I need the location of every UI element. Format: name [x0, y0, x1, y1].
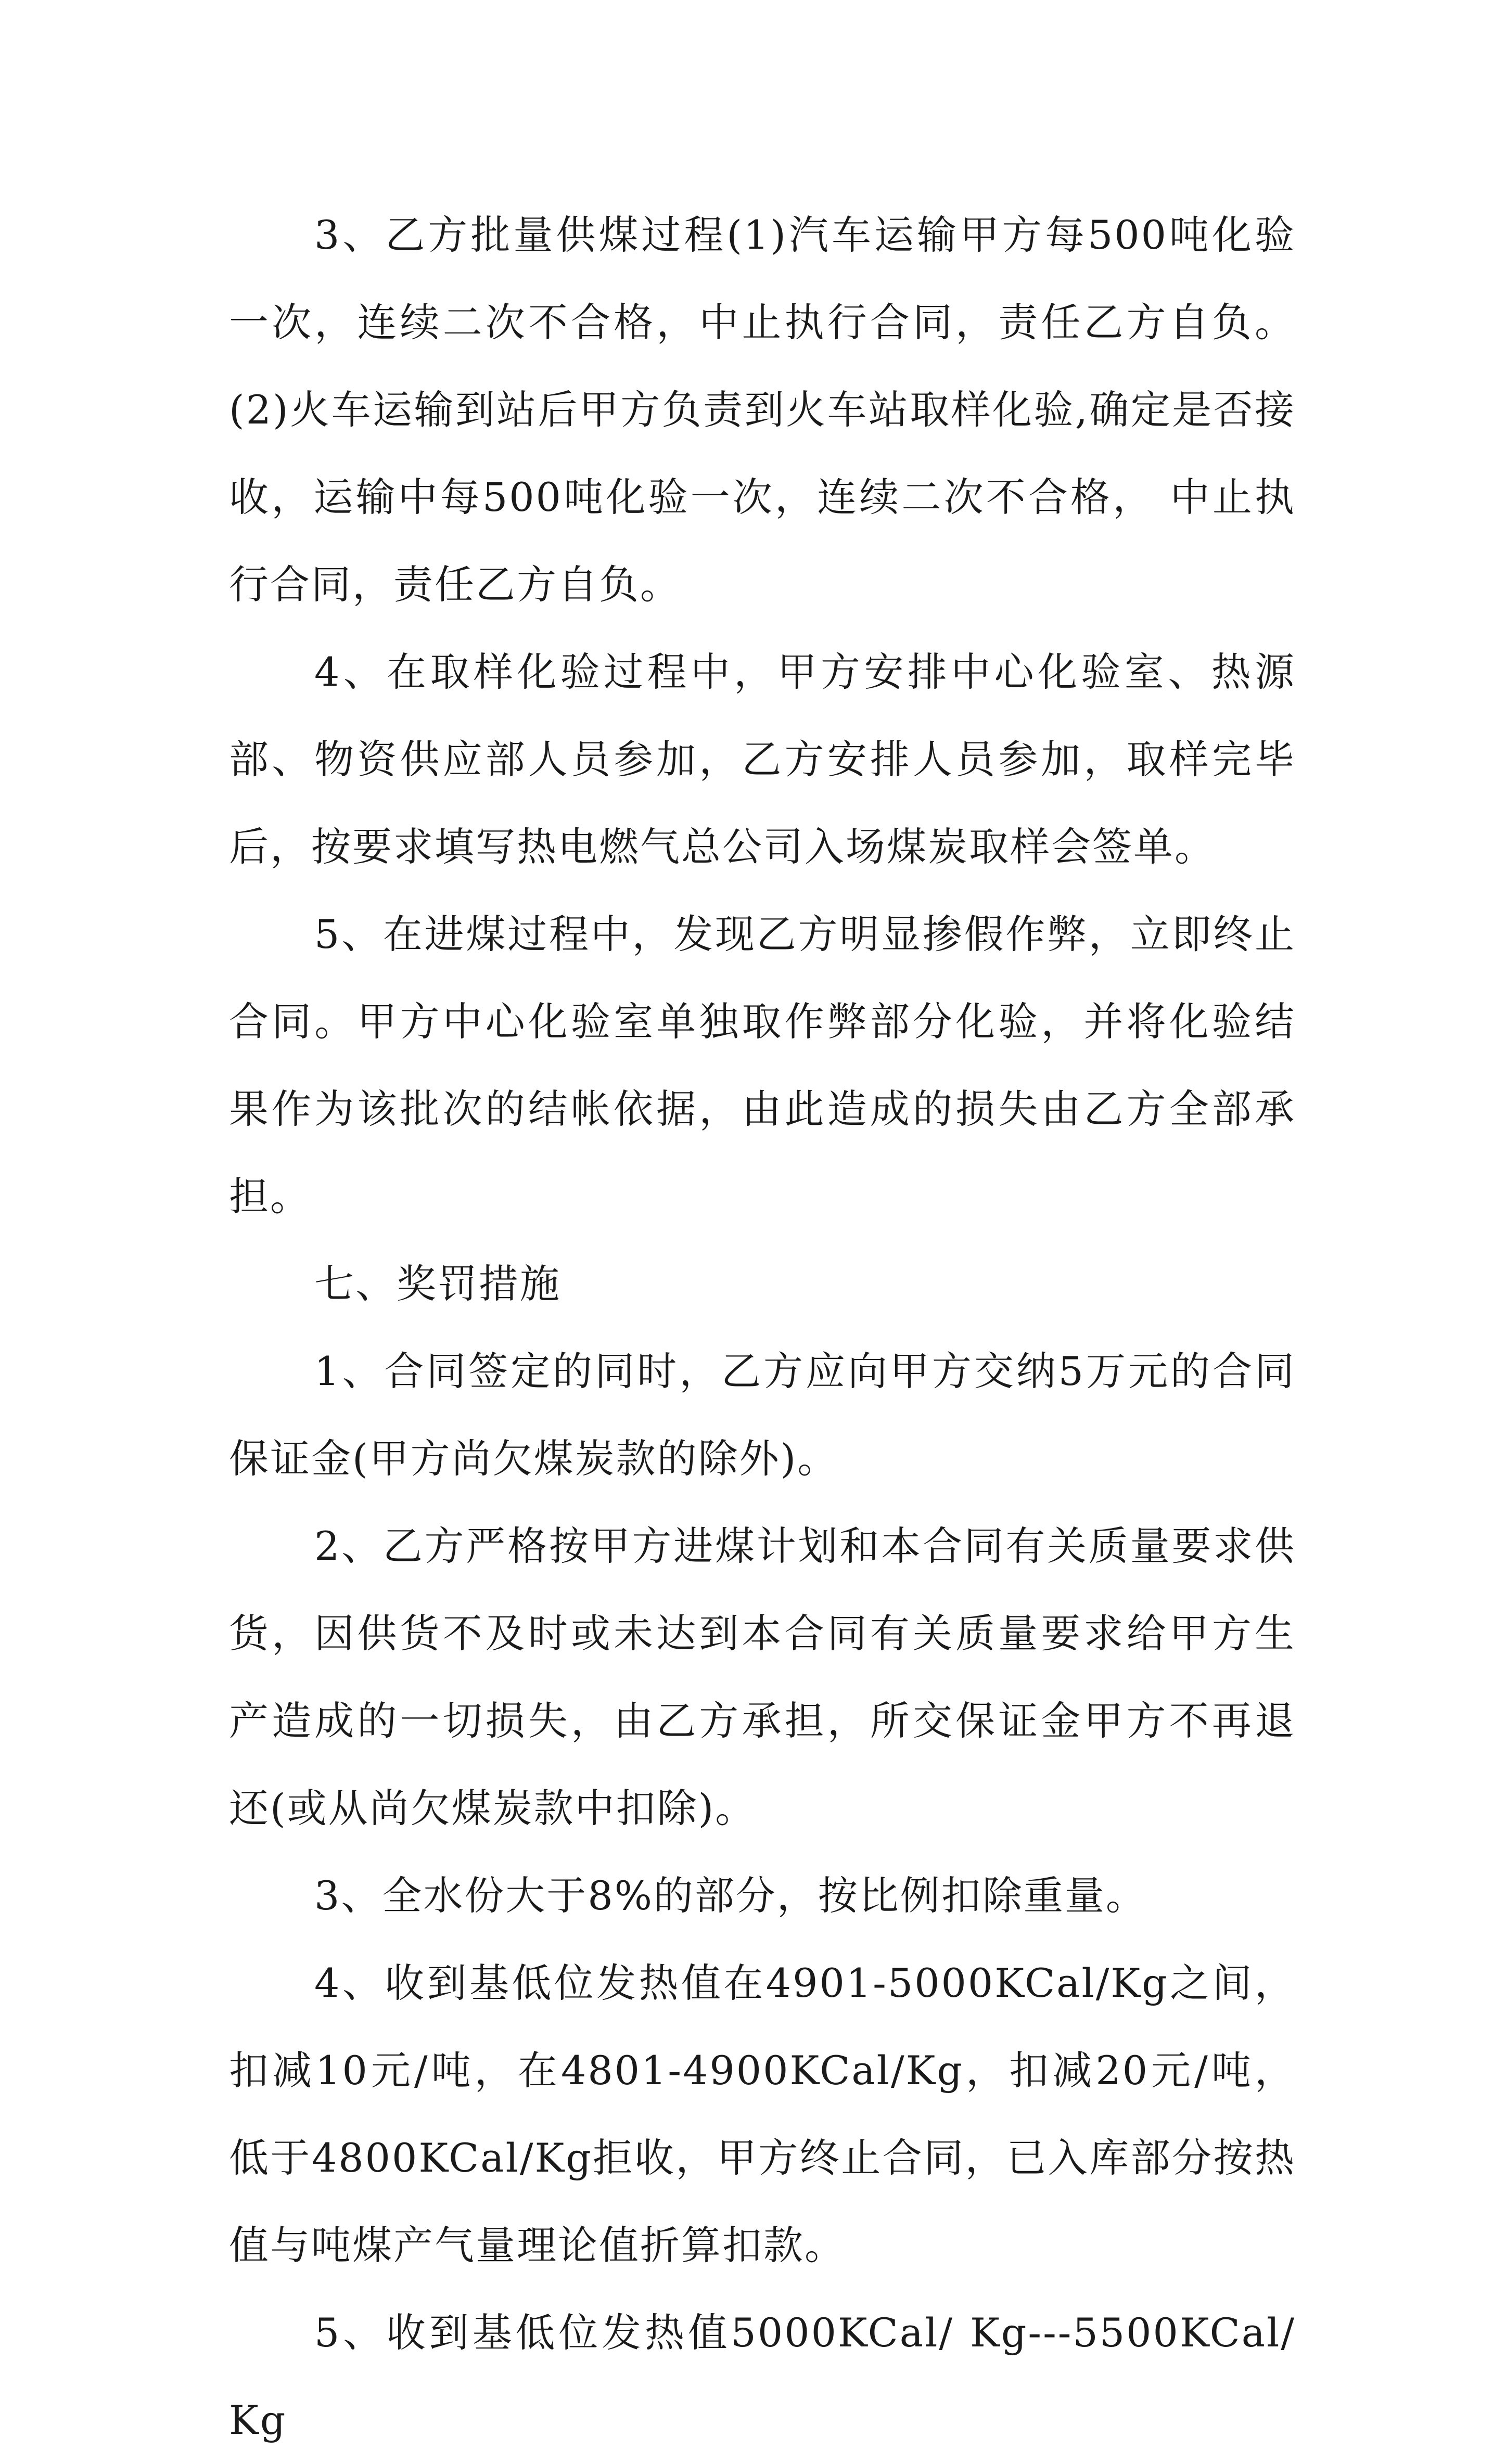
paragraph-penalty-2: 2、乙方严格按甲方进煤计划和本合同有关质量要求供货，因供货不及时或未达到本合同有关质量要求给甲方生产造成的一切损失，由乙方承担，所交保证金甲方不再退还(或从尚欠煤炭款中扣除)。	[229, 1523, 1296, 1831]
paragraph-clause-4: 4、在取样化验过程中，甲方安排中心化验室、热源部、物资供应部人员参加，乙方安排人员参加，取样完毕后，按要求填写热电燃气总公司入场煤炭取样会签单。	[229, 649, 1296, 870]
section-heading-rewards-penalties: 七、奖罚措施	[314, 1261, 561, 1307]
paragraph-penalty-4: 4、收到基低位发热值在4901-5000KCal/Kg之间，扣减10元/吨，在4801-4900KCal/Kg，扣减20元/吨，低于4800KCal/Kg拒收，甲方终止合同，已入库部分按热值与吨煤产气量理论值折算扣款。	[229, 1960, 1296, 2268]
paragraph-penalty-1: 1、合同签定的同时，乙方应向甲方交纳5万元的合同保证金(甲方尚欠煤炭款的除外)。	[229, 1348, 1296, 1482]
document-body	[229, 191, 1296, 2464]
paragraph-clause-3: 3、乙方批量供煤过程(1)汽车运输甲方每500吨化验一次，连续二次不合格，中止执行合同，责任乙方自负。(2)火车运输到站后甲方负责到火车站取样化验,确定是否接收，运输中每500吨化验一次，连续二次不合格， 中止执行合同，责任乙方自负。	[229, 212, 1296, 608]
paragraph-clause-5: 5、在进煤过程中，发现乙方明显掺假作弊，立即终止合同。甲方中心化验室单独取作弊部分化验，并将化验结果作为该批次的结帐依据，由此造成的损失由乙方全部承担。	[229, 911, 1296, 1220]
paragraph-penalty-3: 3、全水份大于8%的部分，按比例扣除重量。	[314, 1872, 1147, 1919]
paragraph-penalty-5: 5、收到基低位发热值5000KCal/ Kg---5500KCal/ Kg	[229, 2309, 1296, 2443]
